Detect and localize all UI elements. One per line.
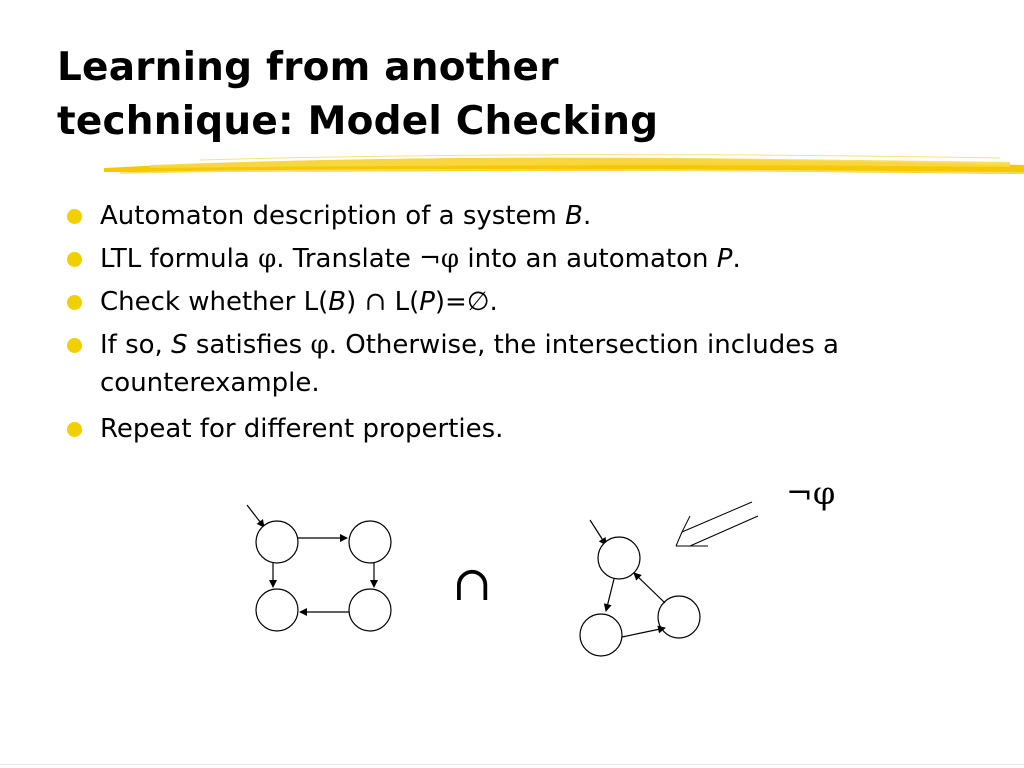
bullet-item: LTL formula φ. Translate ¬φ into an automaton P. (66, 238, 986, 281)
bullet-item: Check whether L(B) ∩ L(P)=∅. (66, 281, 986, 324)
state-node (349, 521, 391, 563)
state-node (598, 537, 640, 579)
initial-arrow (247, 505, 264, 527)
title-line-2: technique: Model Checking (57, 99, 659, 144)
bullet-item: Automaton description of a system B. (66, 195, 986, 238)
state-node (580, 614, 622, 656)
transition-edge (622, 628, 665, 637)
state-node (256, 521, 298, 563)
negated-property-label: ¬φ (786, 474, 836, 512)
system-automaton (247, 505, 391, 631)
translation-arrow (676, 502, 758, 546)
bullet-item: If so, S satisfies φ. Otherwise, the intersection includes a counterexample. (66, 324, 986, 400)
intersection-symbol: ∩ (452, 556, 493, 612)
title-line-1: Learning from another (57, 45, 559, 90)
transition-edge (634, 573, 665, 603)
transition-edge (606, 579, 614, 611)
bullet-item: Repeat for different properties. (66, 408, 986, 451)
property-automaton (580, 520, 700, 656)
initial-arrow (590, 520, 606, 545)
footer-divider (0, 764, 1024, 765)
state-node (256, 589, 298, 631)
state-node (349, 589, 391, 631)
